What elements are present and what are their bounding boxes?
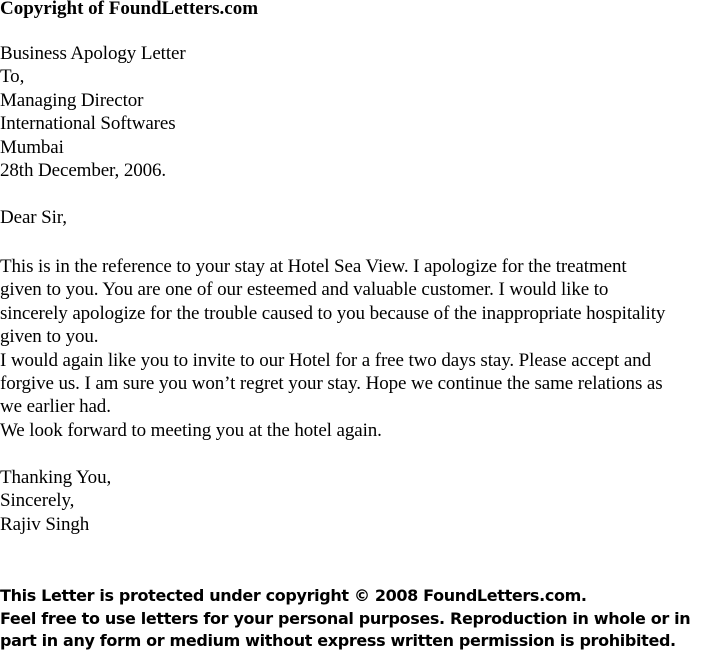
recipient-city: Mumbai xyxy=(0,136,64,158)
letter-subject: Business Apology Letter xyxy=(0,43,186,64)
recipient-to: To, xyxy=(0,66,25,88)
body-line: given to you. xyxy=(0,326,99,348)
body-line: forgive us. I am sure you won’t regret your stay. Hope we continue the same relations as xyxy=(0,373,663,395)
body-line: sincerely apologize for the trouble caused to you because of the inappropriate hospitality xyxy=(0,302,666,324)
footer-line: part in any form or medium without express written permission is prohibited. xyxy=(0,631,676,650)
closing-sincerely: Sincerely, xyxy=(0,490,75,512)
signature-name: Rajiv Singh xyxy=(0,513,90,535)
body-line: This is in the reference to your stay at Hotel Sea View. I apologize for the treatment xyxy=(0,256,627,277)
recipient-company: International Softwares xyxy=(0,113,176,135)
recipient-title: Managing Director xyxy=(0,89,144,111)
salutation-text: Dear Sir, xyxy=(0,207,67,228)
body-line: we earlier had. xyxy=(0,396,111,418)
body-line: We look forward to meeting you at the hotel again. xyxy=(0,419,382,441)
address-block xyxy=(0,42,186,182)
letter-body xyxy=(0,255,665,442)
copyright-title: Copyright of FoundLetters.com xyxy=(0,0,259,19)
letter-date: 28th December, 2006. xyxy=(0,160,167,182)
footer-line: Feel free to use letters for your personal purposes. Reproduction in whole or in xyxy=(0,608,691,628)
letter-closing xyxy=(0,466,111,536)
body-line: given to you. You are one of our esteemed and valuable customer. I would like to xyxy=(0,279,609,301)
copyright-footer xyxy=(0,585,690,653)
salutation xyxy=(0,206,67,229)
footer-line: This Letter is protected under copyright © 2008 FoundLetters.com. xyxy=(0,586,587,605)
body-line: I would again like you to invite to our Hotel for a free two days stay. Please accept and xyxy=(0,349,651,371)
closing-thanks: Thanking You, xyxy=(0,467,112,488)
